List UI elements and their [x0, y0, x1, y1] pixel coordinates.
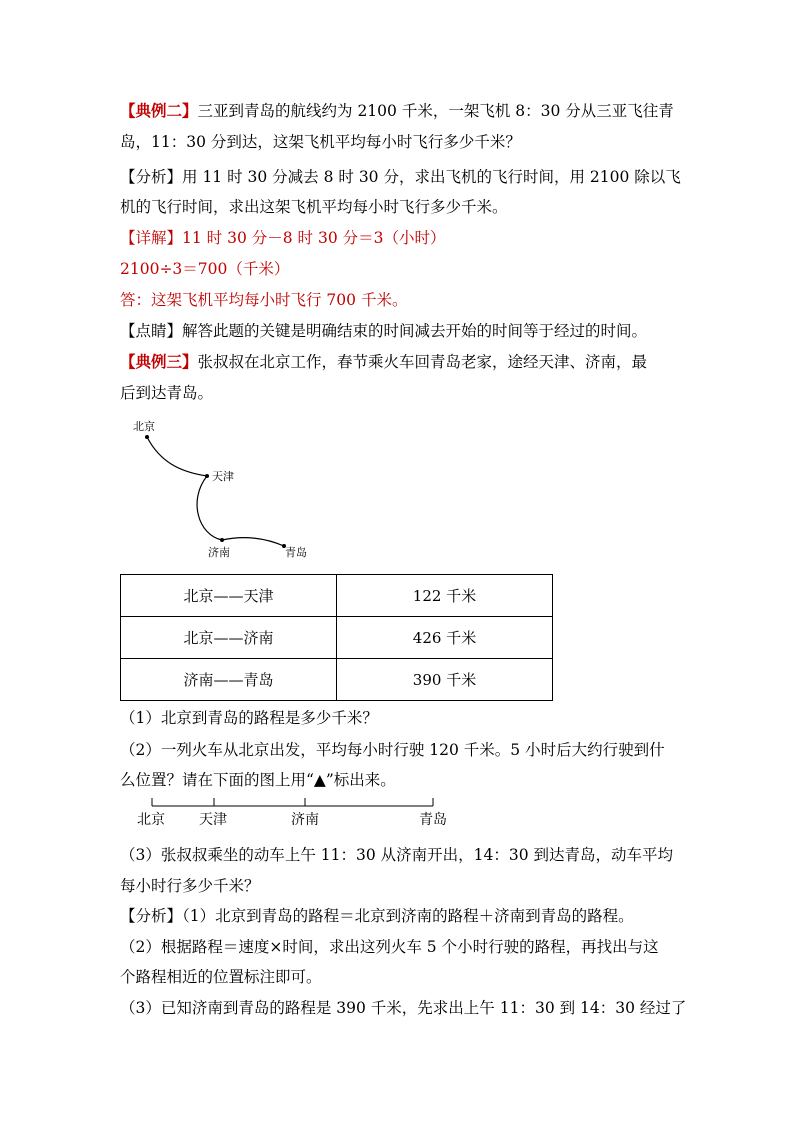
numberline-label-beijing: 北京	[137, 812, 165, 828]
comment-tag: 【点睛】	[120, 322, 183, 340]
example3-tag: 【典例三】	[120, 352, 198, 371]
numberline-label-tianjin: 天津	[199, 812, 227, 828]
example2-tag: 【典例二】	[120, 101, 198, 120]
detail-tag: 【详解】	[120, 229, 183, 247]
numberline-label-jinan: 济南	[291, 812, 319, 828]
distance-table	[120, 574, 553, 701]
example2-question-line2: 岛，11：30 分到达，这架飞机平均每小时飞行多少千米？	[120, 133, 521, 151]
table-row	[121, 659, 553, 701]
table-cell-distance: 122 千米	[337, 575, 553, 617]
example2-comment-text: 解答此题的关键是明确结束的时间减去开始的时间等于经过的时间。	[182, 322, 648, 340]
example3-part2-line1: （2）一列火车从北京出发，平均每小时行驶 120 千米。5 小时后大约行驶到什	[120, 741, 665, 759]
map-label-qingdao: 青岛	[285, 546, 307, 559]
example2-detail-text1: 11 时 30 分－8 时 30 分＝3（小时）	[182, 229, 446, 247]
table-cell-distance: 426 千米	[337, 617, 553, 659]
analysis-tag: 【分析】	[120, 168, 183, 186]
jinan-dot	[220, 538, 224, 542]
analysis-tag: 【分析】	[120, 907, 183, 925]
example3-question-text1: 张叔叔在北京工作，春节乘火车回青岛老家，途经天津、济南，最	[197, 353, 648, 371]
map-label-beijing: 北京	[133, 420, 155, 433]
numberline-label-qingdao: 青岛	[419, 812, 447, 828]
table-row	[121, 575, 553, 617]
example2-analysis-line2: 机的飞行时间，求出这架飞机平均每小时飞行多少千米。	[120, 198, 508, 216]
example3-part3-line1: （3）张叔叔乘坐的动车上午 11：30 从济南开出，14：30 到达青岛，动车平均	[120, 846, 674, 864]
map-label-jinan: 济南	[208, 546, 230, 559]
table-row	[121, 617, 553, 659]
example2-analysis-text1: 用 11 时 30 分减去 8 时 30 分，求出飞机的飞行时间，用 2100 除以飞	[182, 168, 681, 186]
example3-part3-line2: 每小时行多少千米？	[120, 877, 260, 895]
example3-analysis-line2: （2）根据路程＝速度×时间，求出这列火车 5 个小时行驶的路程，再找出与这	[120, 938, 659, 956]
example3-analysis-line1	[120, 906, 680, 926]
map-label-tianjin: 天津	[212, 470, 234, 483]
beijing-dot	[145, 435, 149, 439]
table-cell-distance: 390 千米	[337, 659, 553, 701]
example2-detail-line2: 2100÷3＝700（千米）	[120, 260, 290, 278]
route-line	[147, 437, 284, 546]
table-cell-route: 济南——青岛	[121, 659, 337, 701]
example3-analysis-text1: （1）北京到青岛的路程＝北京到济南的路程＋济南到青岛的路程。	[182, 907, 634, 925]
example3-part1: （1）北京到青岛的路程是多少千米？	[120, 709, 378, 727]
table-cell-route: 北京——济南	[121, 617, 337, 659]
tianjin-dot	[205, 474, 209, 478]
example3-question-line2: 后到达青岛。	[120, 384, 214, 402]
example2-question-text1: 三亚到青岛的航线约为 2100 千米，一架飞机 8：30 分从三亚飞往青	[197, 102, 674, 120]
example3-analysis-line3: 个路程相近的位置标注即可。	[120, 968, 322, 986]
example2-answer-line: 答：这架飞机平均每小时飞行 700 千米。	[120, 291, 408, 309]
table-cell-route: 北京——天津	[121, 575, 337, 617]
example3-part2-line2: 么位置？请在下面的图上用“▲”标出来。	[120, 771, 396, 789]
example3-analysis-line4: （3）已知济南到青岛的路程是 390 千米，先求出上午 11：30 到 14：30 经过了	[120, 999, 687, 1017]
